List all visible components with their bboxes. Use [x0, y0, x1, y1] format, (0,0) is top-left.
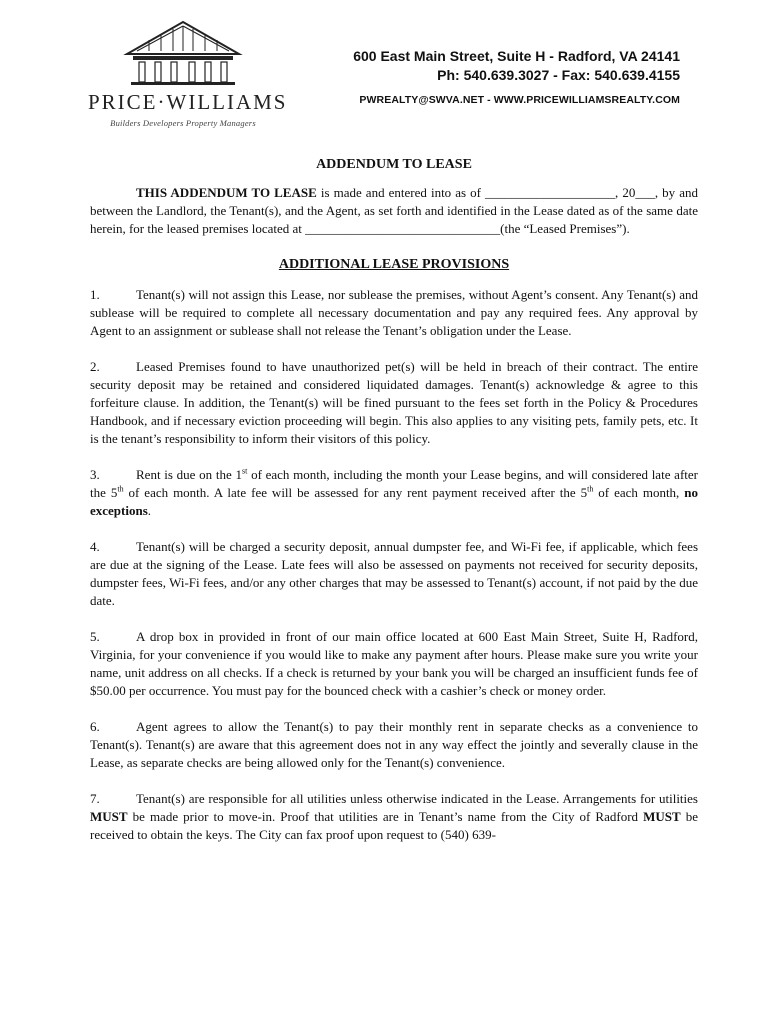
provision-text-c: of each month. A late fee will be assessed for any rent payment received after the 5	[123, 485, 588, 500]
provision-text: Tenant(s) will be charged a security deposit, annual dumpster fee, and Wi-Fi fee, if applicable, which fees are due at the signing of the Lease. Late fees will also be assessed on payments not received for security deposits, dumpster fees, Wi-Fi fees, and/or any other charges that may be assessed to Tenant(s) account, if not paid by the due date.	[90, 539, 698, 608]
letterhead	[0, 0, 770, 150]
document-body	[90, 156, 698, 862]
provision-number: 4.	[90, 539, 100, 554]
section-title: ADDITIONAL LEASE PROVISIONS	[278, 257, 510, 272]
contact-block	[353, 47, 680, 107]
building-pediment-icon	[123, 20, 243, 86]
no-exceptions-emphasis: no exceptions	[90, 485, 698, 518]
provision-7	[90, 790, 698, 844]
intro-lead: THIS ADDENDUM TO LEASE	[136, 185, 317, 200]
provision-3	[90, 466, 698, 520]
provision-4	[90, 538, 698, 610]
provision-2	[90, 358, 698, 448]
provision-number: 1.	[90, 287, 100, 302]
ordinal-suffix: th	[117, 484, 124, 494]
provision-text: Agent agrees to allow the Tenant(s) to pay their monthly rent in separate checks as a convenience to Tenant(s). Tenant(s) are aware that this agreement does not in any way effect the jointly and severally clause in the Lease, as separate checks are being allowed only for the Tenant(s) convenience.	[90, 719, 698, 770]
provision-5	[90, 628, 698, 700]
provision-number: 3.	[90, 467, 100, 482]
provision-number: 2.	[90, 359, 100, 374]
company-tagline: Builders Developers Property Managers	[110, 118, 256, 128]
office-address: 600 East Main Street, Suite H - Radford, VA 24141	[353, 48, 680, 64]
provision-text-e: .	[147, 503, 152, 518]
must-emphasis: MUST	[643, 809, 681, 824]
provision-text-a: Rent is due on the 1	[136, 467, 242, 482]
provision-text: Tenant(s) will not assign this Lease, nor sublease the premises, without Agent’s consent. Any Tenant(s) and sublease will be required to complete all necessary documentation and pay any required fees. Any approval by Agent to an assignment or sublease shall not release the Tenant’s obligation under the Lease.	[90, 287, 698, 338]
provision-text-d: of each month,	[593, 485, 685, 500]
provision-text: A drop box in provided in front of our main office located at 600 East Main Street, Suite H, Radford, Virginia, for your convenience if you would like to make any payment after hours. Please make sure you write your name, unit address on all checks. If a check is returned by your bank you will be charged an insufficient funds fee of $50.00 per occurrence. You must pay for the bounced check with a cashier’s check or money order.	[90, 629, 698, 698]
ordinal-suffix: th	[587, 484, 594, 494]
intro-paragraph	[90, 184, 698, 238]
intro-text: is made and entered into as of ____________________, 20___, by and between the Landlord, the Tenant(s), and the Agent, as set forth and identified in the Lease dated as of the same date herein, for the leased premises located at ______________________________(the “Leased Premises”).	[90, 185, 699, 236]
provision-text-b: be made prior to move-in. Proof that utilities are in Tenant’s name from the City of Radford	[127, 809, 644, 824]
provision-text-c: be received to obtain the keys. The City can fax proof upon request to (540) 639-	[90, 809, 698, 842]
company-logo	[88, 20, 288, 128]
provision-1	[90, 286, 698, 340]
company-name: PRICE·WILLIAMS	[88, 90, 288, 114]
provision-text-b: of each month, including the month your Lease begins, and will considered late after the 5	[90, 467, 698, 500]
phone-fax: Ph: 540.639.3027 - Fax: 540.639.4155	[437, 67, 680, 83]
provision-number: 6.	[90, 719, 100, 734]
ordinal-suffix: st	[242, 466, 248, 476]
provision-number: 7.	[90, 791, 100, 806]
email-website: PWREALTY@SWVA.NET - WWW.PRICEWILLIAMSREALTY.COM	[359, 94, 680, 106]
document-title: ADDENDUM TO LEASE	[316, 157, 472, 172]
must-emphasis: MUST	[90, 809, 128, 824]
provision-text: Leased Premises found to have unauthorized pet(s) will be held in breach of their contract. The entire security deposit may be retained and considered liquidated damages. Tenant(s) acknowledge & agree to this forfeiture clause. In addition, the Tenant(s) will be fined pursuant to the fees set forth in the Policy & Procedures Handbook, and if necessary eviction proceeding will begin. This also applies to any visiting pets, family pets, etc. It is the tenant’s responsibility to inform their visitors of this policy.	[90, 359, 698, 446]
provision-text-a: Tenant(s) are responsible for all utilities unless otherwise indicated in the Lease. Arrangements for utilities	[136, 791, 698, 806]
provision-6	[90, 718, 698, 772]
provision-number: 5.	[90, 629, 100, 644]
